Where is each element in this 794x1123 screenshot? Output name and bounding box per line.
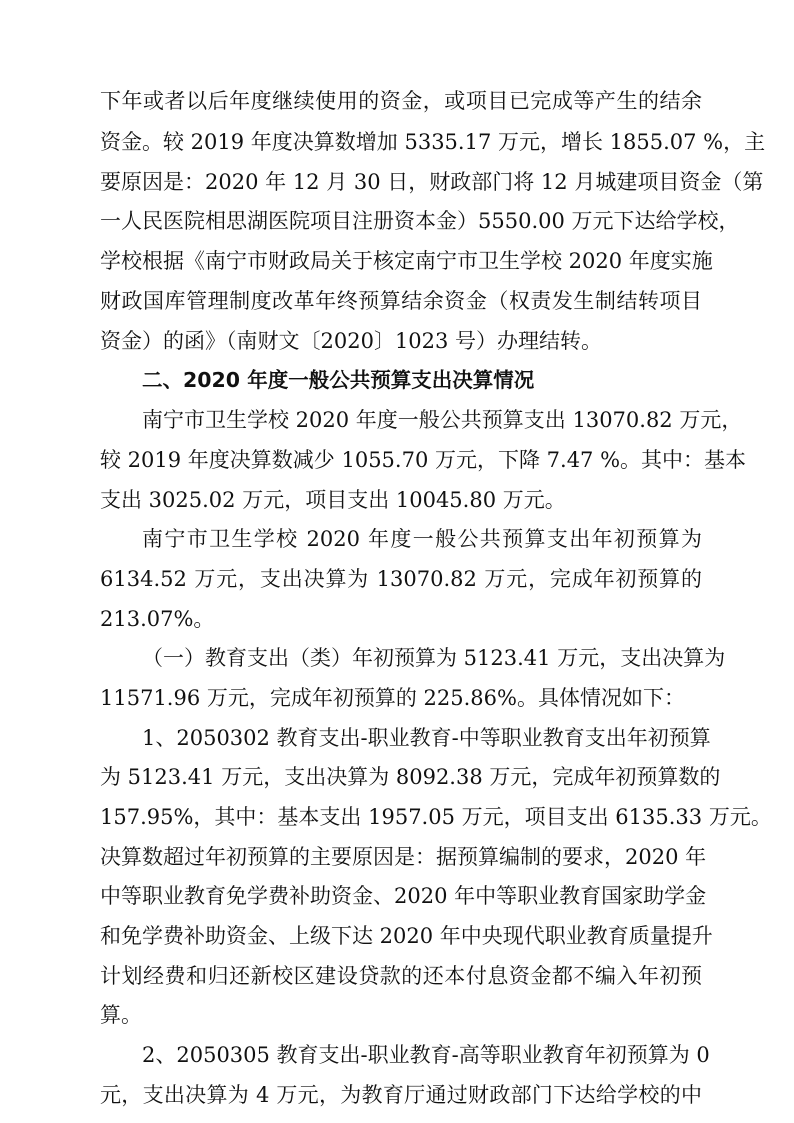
paragraph-line: 决算数超过年初预算的主要原因是：据预算编制的要求，2020 年: [100, 845, 707, 869]
paragraph-line: 支出 3025.02 万元，项目支出 10045.80 万元。: [100, 488, 566, 512]
paragraph-line: 11571.96 万元，完成年初预算的 225.86%。具体情况如下：: [100, 686, 685, 710]
paragraph-line: 2、2050305 教育支出-职业教育-高等职业教育年初预算为 0: [142, 1043, 710, 1067]
paragraph-line: 6134.52 万元，支出决算为 13070.82 万元，完成年初预算的: [100, 567, 702, 591]
paragraph-line: 一人民医院相思湖医院项目注册资本金）5550.00 万元下达给学校，: [100, 209, 740, 233]
paragraph-line: 为 5123.41 万元，支出决算为 8092.38 万元，完成年初预算数的: [100, 765, 721, 789]
paragraph-line: 和免学费补助资金、上级下达 2020 年中央现代职业教育质量提升: [100, 924, 713, 948]
section-heading: 二、2020 年度一般公共预算支出决算情况: [142, 368, 535, 392]
paragraph-line: 157.95%，其中：基本支出 1957.05 万元，项目支出 6135.33 万元。: [100, 805, 772, 829]
paragraph-line: 计划经费和归还新校区建设贷款的还本付息资金都不编入年初预: [100, 964, 702, 988]
paragraph-line: 元，支出决算为 4 万元，为教育厅通过财政部门下达给学校的中: [100, 1083, 702, 1107]
paragraph-line: 1、2050302 教育支出-职业教育-中等职业教育支出年初预算: [142, 726, 711, 750]
paragraph-line: 南宁市卫生学校 2020 年度一般公共预算支出年初预算为: [142, 527, 702, 551]
paragraph-line: 资金。较 2019 年度决算数增加 5335.17 万元，增长 1855.07 %，主: [100, 130, 766, 154]
paragraph-line: 学校根据《南宁市财政局关于核定南宁市卫生学校 2020 年度实施: [100, 249, 713, 273]
paragraph-line: 下年或者以后年度继续使用的资金，或项目已完成等产生的结余: [100, 89, 702, 113]
paragraph-line: 资金）的函》（南财文〔2020〕1023 号）办理结转。: [100, 329, 603, 353]
paragraph-line: 213.07%。: [100, 607, 215, 631]
paragraph-line: 要原因是：2020 年 12 月 30 日，财政部门将 12 月城建项目资金（第: [100, 170, 764, 194]
paragraph-line: 南宁市卫生学校 2020 年度一般公共预算支出 13070.82 万元，: [142, 408, 743, 432]
paragraph-line: 较 2019 年度决算数减少 1055.70 万元，下降 7.47 %。其中：基本: [100, 448, 747, 472]
paragraph-line: 财政国库管理制度改革年终预算结余资金（权责发生制结转项目: [100, 289, 702, 313]
paragraph-line: 算。: [100, 1003, 142, 1027]
paragraph-line: （一）教育支出（类）年初预算为 5123.41 万元，支出决算为: [142, 646, 726, 670]
paragraph-line: 中等职业教育免学费补助资金、2020 年中等职业教育国家助学金: [100, 884, 707, 908]
